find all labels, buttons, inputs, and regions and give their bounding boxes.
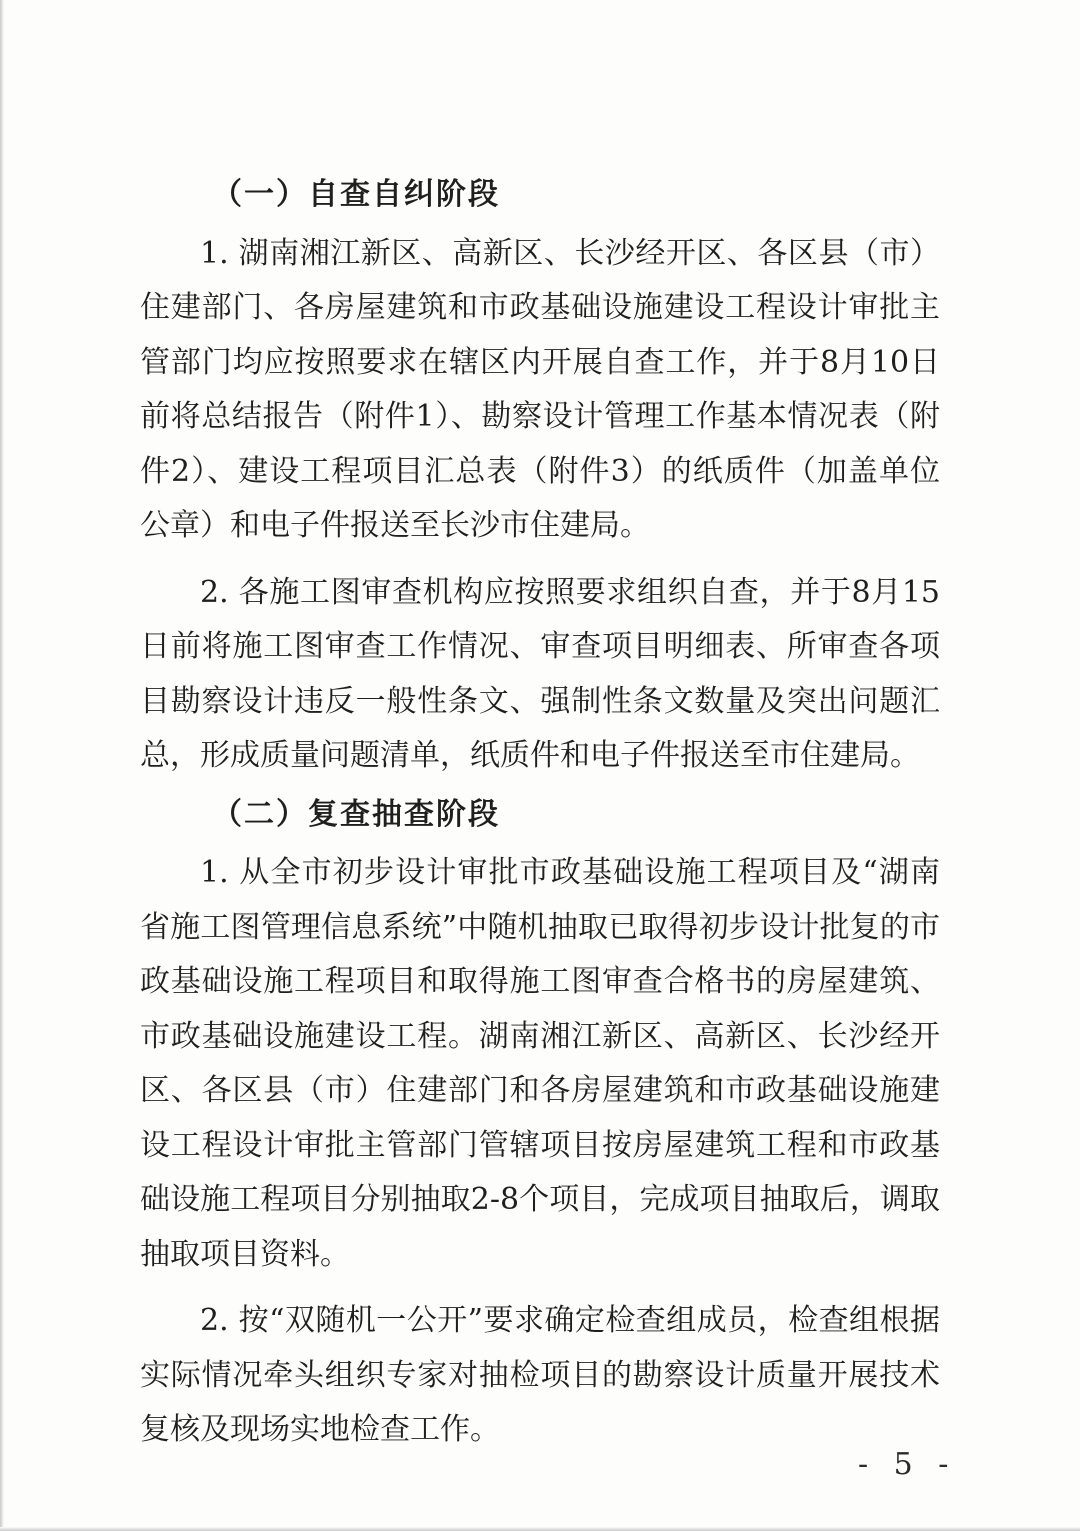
paragraph: 2. 按“双随机一公开”要求确定检查组成员，检查组根据实际情况牵头组织专家对抽检项目的勘察设计质量开展技术复核及现场实地检查工作。 — [140, 1303, 940, 1447]
scan-edge-bottom — [0, 1527, 1080, 1531]
section-heading-review-spot-check: （二）复查抽查阶段 — [212, 796, 500, 832]
page-number: - 5 - — [858, 1447, 957, 1482]
paragraph: 1. 从全市初步设计审批市政基础设施工程项目及“湖南省施工图管理信息系统”中随机抽取已取得初步设计批复的市政基础设施工程项目和取得施工图审查合格书的房屋建筑、市政基础设施建设工程。湖南湘江新区、高新区、长沙经开区、各区县（市）住建部门和各房屋建筑和市政基础设施建设工程设计审批主管部门管辖项目按房屋建筑工程和市政基础设施工程项目分别抽取2-8个项目，完成项目抽取后，调取抽取项目资料。 — [140, 855, 940, 1272]
paragraph: 1. 湖南湘江新区、高新区、长沙经开区、各区县（市）住建部门、各房屋建筑和市政基础设施建设工程设计审批主管部门均应按照要求在辖区内开展自查工作，并于8月10日前将总结报告（附件1）、勘察设计管理工作基本情况表（附件2）、建设工程项目汇总表（附件3）的纸质件（加盖单位公章）和电子件报送至长沙市住建局。 — [140, 235, 940, 543]
section-heading-self-inspection: （一）自查自纠阶段 — [212, 177, 500, 212]
document-body — [140, 168, 940, 1458]
scan-edge-left — [0, 0, 4, 1531]
paragraph: 2. 各施工图审查机构应按照要求组织自查，并于8月15日前将施工图审查工作情况、审查项目明细表、所审查各项目勘察设计违反一般性条文、强制性条文数量及突出问题汇总，形成质量问题清单，纸质件和电子件报送至市住建局。 — [140, 574, 940, 773]
